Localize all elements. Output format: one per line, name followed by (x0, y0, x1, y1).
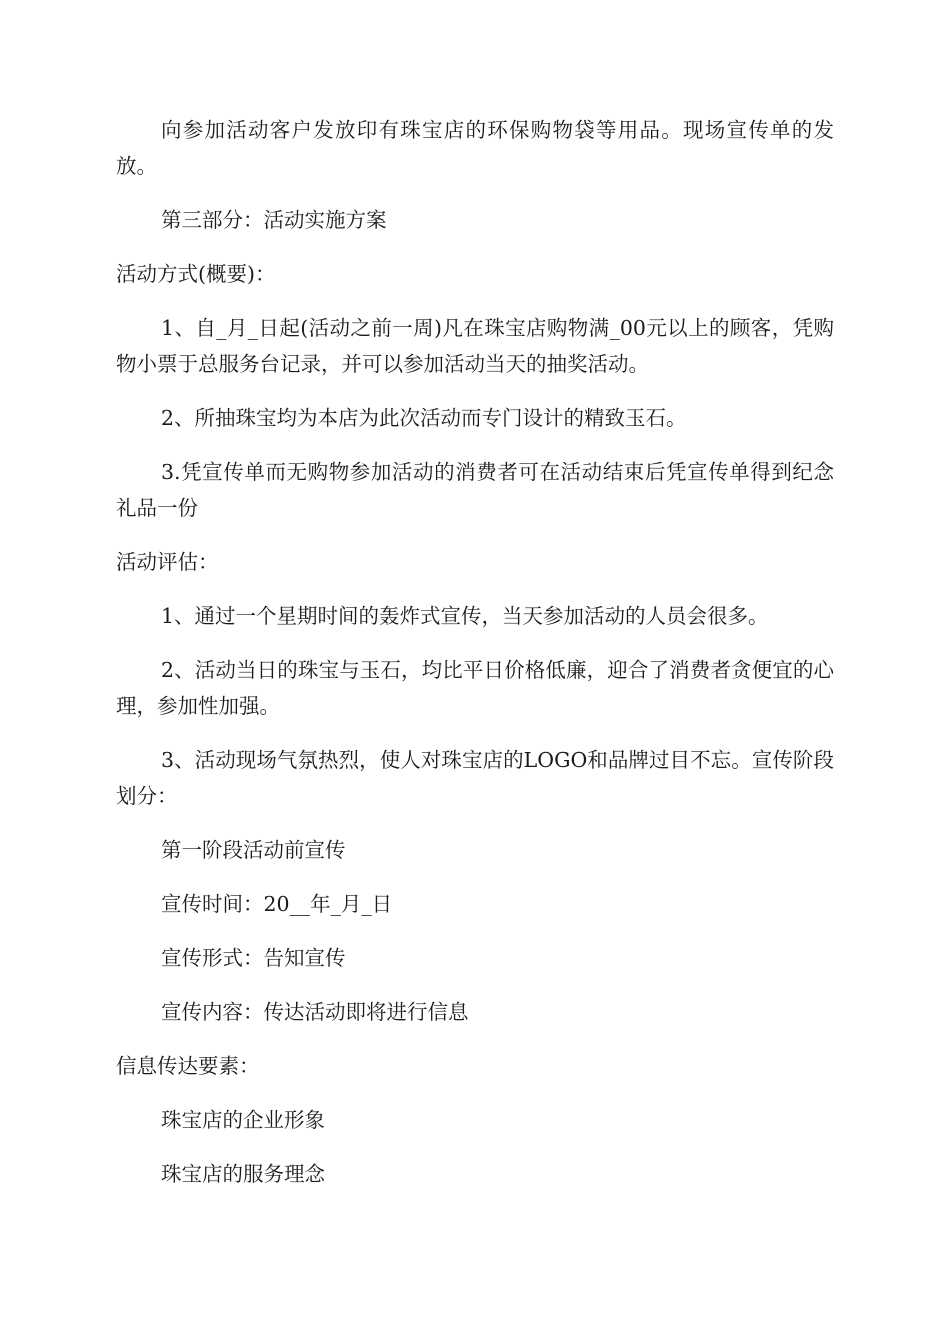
paragraph-method-item-2: 2、所抽珠宝均为本店为此次活动而专门设计的精致玉石。 (161, 406, 687, 430)
heading-info-elements: 信息传达要素： (116, 1054, 260, 1078)
paragraph-promo-form: 宣传形式：告知宣传 (161, 946, 346, 970)
heading-activity-evaluation: 活动评估： (116, 550, 219, 574)
paragraph-evaluation-item-2: 2、活动当日的珠宝与玉石，均比平日价格低廉，迎合了消费者贪便宜的心理，参加性加强。 (116, 658, 834, 718)
paragraph-phase-one: 第一阶段活动前宣传 (161, 838, 346, 862)
section-heading-part-three: 第三部分：活动实施方案 (161, 208, 387, 232)
paragraph-evaluation-item-1: 1、通过一个星期时间的轰炸式宣传，当天参加活动的人员会很多。 (161, 604, 769, 628)
paragraph-promo-time: 宣传时间：20__年_月_日 (161, 892, 393, 916)
paragraph-promo-content: 宣传内容：传达活动即将进行信息 (161, 1000, 469, 1024)
paragraph-tote-bag-distribution: 向参加活动客户发放印有珠宝店的环保购物袋等用品。现场宣传单的发放。 (116, 118, 834, 178)
paragraph-method-item-3: 3.凭宣传单而无购物参加活动的消费者可在活动结束后凭宣传单得到纪念礼品一份 (116, 460, 834, 520)
document-body (116, 112, 834, 1210)
paragraph-corporate-image: 珠宝店的企业形象 (161, 1108, 325, 1132)
heading-activity-method: 活动方式(概要)： (116, 262, 276, 286)
paragraph-method-item-1: 1、自_月_日起(活动之前一周)凡在珠宝店购物满_00元以上的顾客，凭购物小票于总服务台记录，并可以参加活动当天的抽奖活动。 (116, 316, 834, 376)
paragraph-service-concept: 珠宝店的服务理念 (161, 1162, 325, 1186)
paragraph-evaluation-item-3: 3、活动现场气氛热烈，使人对珠宝店的LOGO和品牌过目不忘。宣传阶段划分： (116, 748, 834, 808)
